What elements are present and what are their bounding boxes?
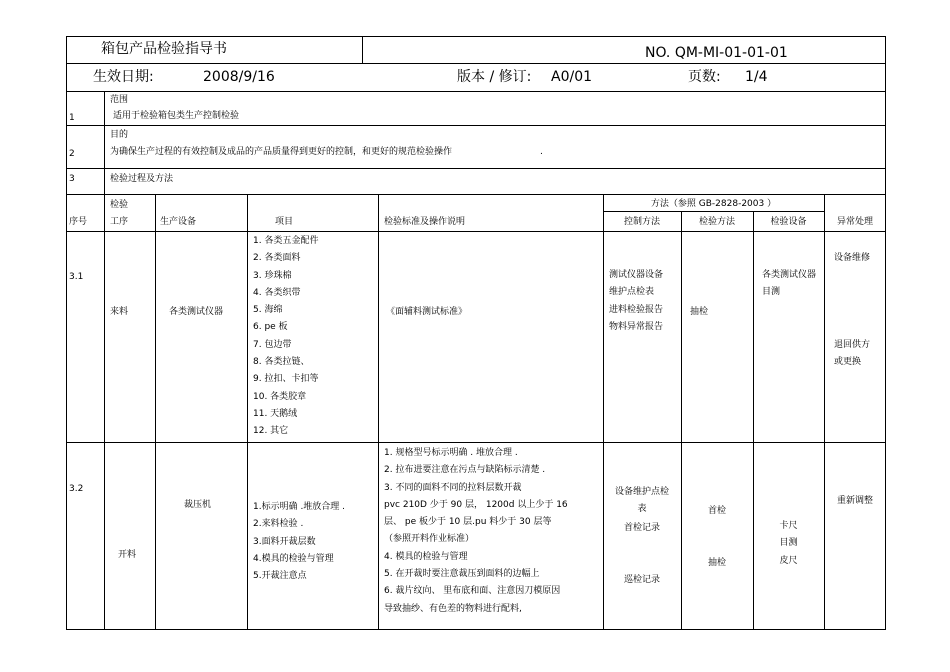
list-item: 或更换 [834,357,862,368]
row-3-1-equipment: 各类测试仪器 [169,307,224,317]
title-divider [362,36,363,64]
section-2-number: 2 [69,149,75,159]
list-item: 2. 拉布进要注意在污点与缺陷标示清楚 . [384,465,546,476]
row-3-2-seq: 3.2 [69,484,84,494]
list-item: 1. 规格型号标示明确 . 堆放合理 . [384,448,518,458]
row-3-1-process: 来料 [110,307,129,317]
vline-sec [104,91,105,195]
list-item: 表 [637,504,647,515]
list-item: 导致抽纱、有色差的物料进行配料, [384,603,522,614]
pages-value: 1/4 [745,69,768,85]
version-label: 版本 / 修订: [457,69,532,85]
list-item: 目测 [762,287,781,298]
list-item: 皮尺 [779,555,798,566]
col-item-header: 项目 [275,217,294,227]
list-item: 3. 不同的面料不同的拉料层数开裁 [384,482,522,493]
list-item: 进料检验报告 [609,304,664,315]
list-item: 物料异常报告 [609,321,664,332]
col-control-method-header: 控制方法 [623,217,660,227]
list-item: 目测 [779,538,798,549]
effective-date-label: 生效日期: [93,69,154,85]
effective-date-value: 2008/9/16 [203,69,275,85]
section-2-title: 目的 [110,130,129,140]
row-3-2-items [253,499,345,585]
list-item: 6. pe 板 [253,322,288,333]
list-item: （参照开料作业标准） [384,534,475,545]
list-item: 9. 拉扣、卡扣等 [253,374,319,385]
row-3-2-inspect-2: 抽检 [707,558,726,568]
list-item: 8. 各类拉链、 [253,357,310,368]
list-item: 退回供方 [834,340,871,350]
vline-c4 [378,194,379,630]
vline-c1 [104,194,105,630]
col-inspect-equipment-header: 检验设备 [770,217,807,227]
row-3-1-items [253,233,318,441]
col-abnormal-header: 异常处理 [836,217,873,227]
list-item: 设备维护点检 [614,487,669,497]
frame-bottom [66,629,886,630]
row-3-1-abnormal-1: 设备维修 [834,253,871,263]
row-3-2-equipment: 裁压机 [184,500,212,510]
col-process-header-bottom: 工序 [110,217,129,227]
hline-6 [603,211,824,212]
section-3-title: 检验过程及方法 [110,174,174,184]
hline-1 [66,63,886,64]
section-2-period: . [540,147,543,157]
row-3-1-standard: 《面辅料测试标准》 [386,307,468,317]
row-3-2-standard [384,445,568,618]
col-standard-header: 检验标准及操作说明 [384,217,466,227]
list-item: 5. 在开裁时要注意裁压到面料的边幅上 [384,569,540,580]
hline-3 [66,125,886,126]
row-3-1-inspect-equipment [762,267,816,302]
col-seq-header: 序号 [69,217,88,227]
hline-4 [66,168,886,169]
row-3-1-control [609,267,663,336]
list-item: 各类测试仪器 [762,270,817,280]
list-item: 2. 各类面料 [253,253,301,264]
list-item: 11. 天鹅绒 [253,408,298,419]
col-process-header-top: 检验 [110,200,129,210]
section-1-title: 范围 [110,95,129,105]
list-item: 卡尺 [779,521,798,531]
vline-c3 [247,194,248,630]
row-3-2-inspect-1: 首检 [707,506,726,516]
list-item: 1. 各类五金配件 [253,236,319,246]
vline-c8 [824,194,825,630]
list-item: 4. 各类织带 [253,287,301,298]
col-method-group-header: 方法（参照 GB-2828-2003 ） [650,199,777,209]
row-3-2-abnormal: 重新调整 [836,496,873,506]
list-item: 3. 珍珠棉 [253,270,292,281]
list-item: 测试仪器设备 [609,270,664,280]
hline-7 [66,231,886,232]
col-inspect-method-header: 检验方法 [698,217,735,227]
frame-top [66,36,886,37]
section-1-number: 1 [69,113,75,123]
vline-c5 [603,194,604,630]
list-item: 3.面料开裁层数 [253,536,316,547]
col-equipment-header: 生产设备 [160,217,197,227]
hline-5 [66,194,886,195]
hline-2 [66,91,886,92]
list-item: 10. 各类胶章 [253,391,307,402]
section-2-text: 为确保生产过程的有效控制及成品的产品质量得到更好的控制，和更好的规范检验操作 [110,147,453,157]
list-item: 6. 裁片纹向、 里布底和面、注意因刀模原因 [384,586,561,597]
doc-title: 箱包产品检验指导书 [101,41,227,57]
row-3-2-process: 开料 [118,550,137,560]
list-item: 4.模具的检验与管理 [253,553,334,564]
list-item: 5. 海绵 [253,305,283,316]
version-value: A0/01 [551,69,593,85]
row-3-2-control-2: 首检记录 [623,523,660,533]
list-item: pvc 210D 少于 90 层， 1200d 以上少于 16 [384,499,568,510]
list-item: 层、 pe 板少于 10 层.pu 料少于 30 层等 [384,517,552,528]
row-3-1-seq: 3.1 [69,272,84,282]
list-item: 12. 其它 [253,426,289,437]
doc-number: NO. QM-MI-01-01-01 [645,45,788,61]
row-3-1-abnormal-2 [834,337,870,372]
list-item: 5.开裁注意点 [253,571,307,582]
list-item: 4. 模具的检验与管理 [384,551,468,562]
vline-c2 [155,194,156,630]
pages-label: 页数: [688,69,721,85]
hline-8 [66,442,886,443]
section-1-text: 适用于检验箱包类生产控制检验 [113,111,240,121]
section-3-number: 3 [69,174,75,184]
list-item: 2.来料检验 . [253,519,304,530]
list-item: 7. 包边带 [253,339,292,350]
row-3-2-control-1 [603,484,681,519]
row-3-1-inspect-method: 抽检 [690,307,709,317]
list-item: 维护点检表 [609,287,655,298]
row-3-2-control-3: 巡检记录 [623,575,660,585]
list-item: 1.标示明确 .堆放合理 . [253,502,346,512]
row-3-2-inspect-equipment [753,518,824,570]
